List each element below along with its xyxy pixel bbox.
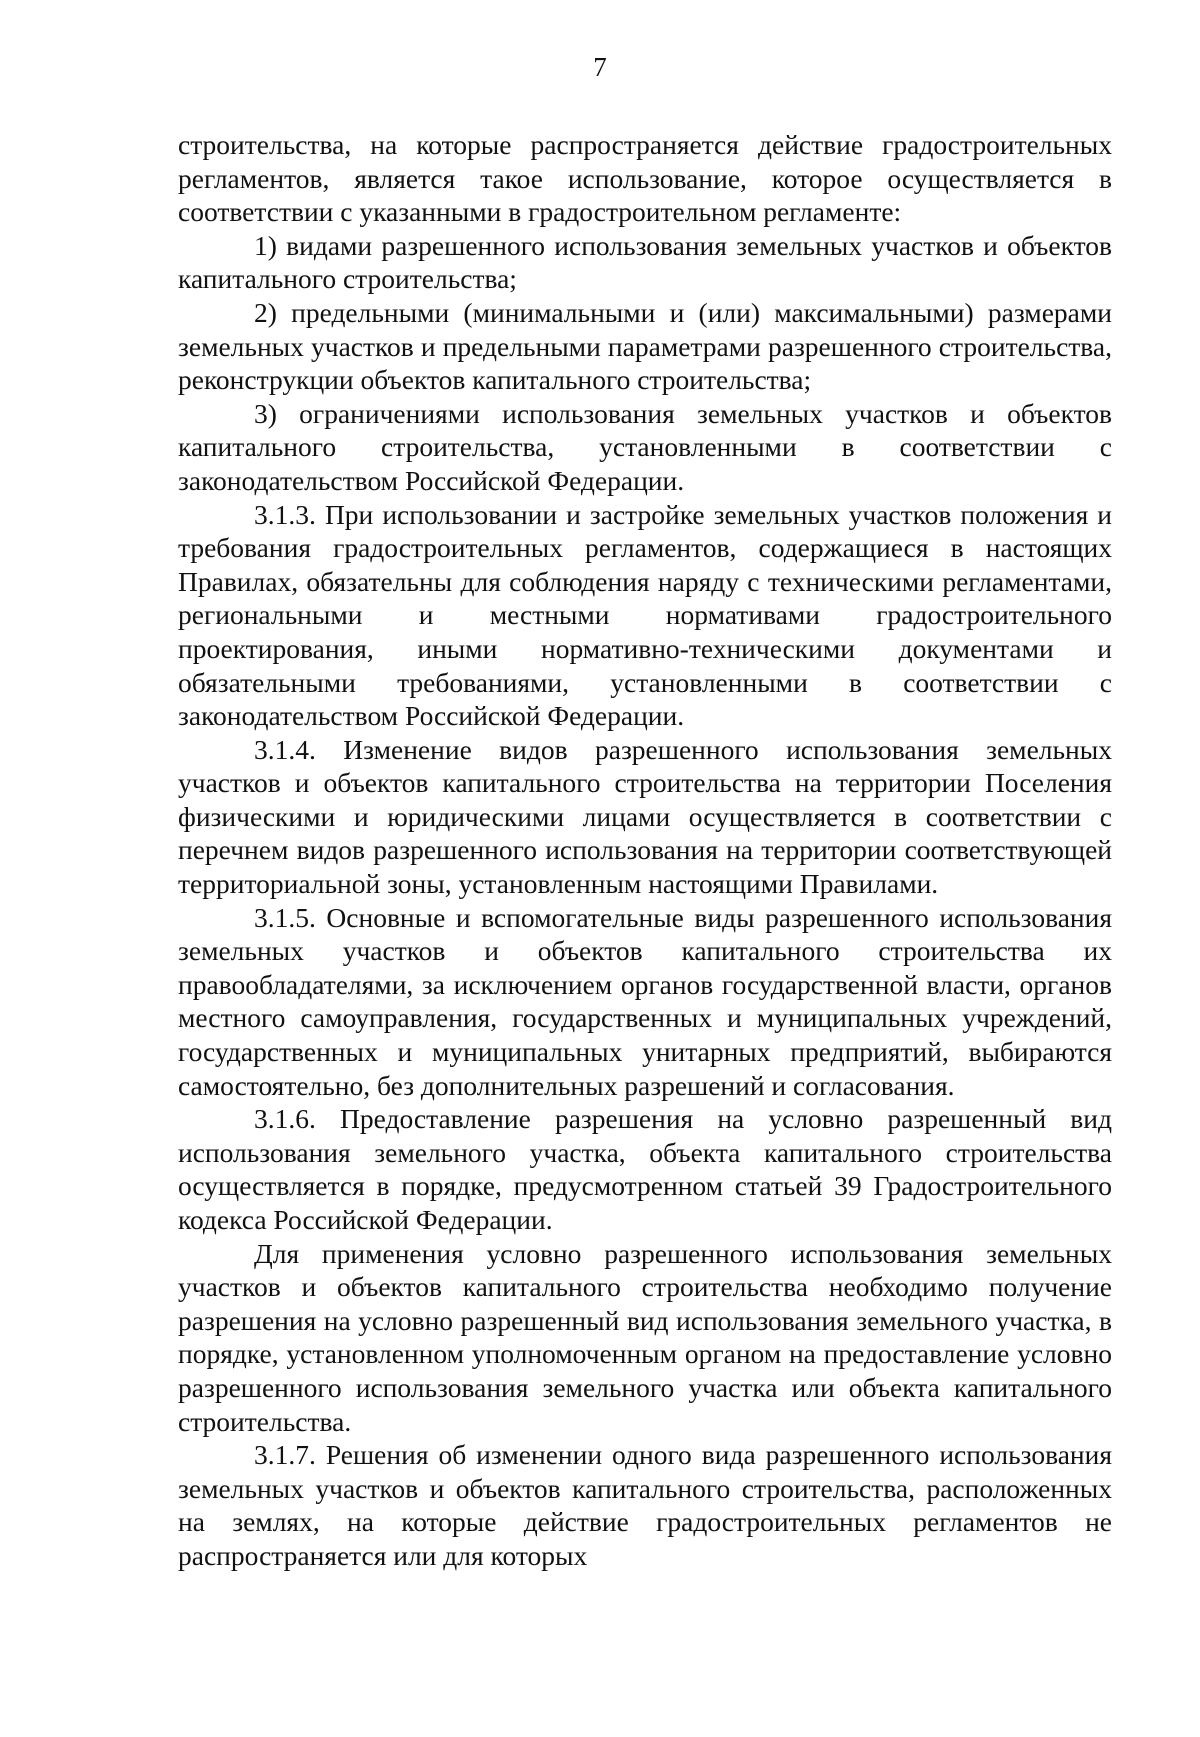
paragraph-conditional-use: Для применения условно разрешенного использования земельных участков и объектов капитального строительства необходимо получение разрешения на условно разрешенный вид использования земельного участка, в порядке, установленном уполномоченным органом на предоставление условно разрешенного использования земельного участка или объекта капитального строительства. bbox=[178, 1237, 1112, 1437]
clause-3-1-3: 3.1.3. При использовании и застройке земельных участков положения и требования градостроительных регламентов, содержащиеся в настоящих Правилах, обязательны для соблюдения наряду с техническими регламентами, региональными и местными нормативами градостроительного проектирования, иными нормативно-техническими документами и обязательными требованиями, установленными в соответствии с законодательством Российской Федерации. bbox=[178, 498, 1112, 732]
list-item-3: 3) ограничениями использования земельных участков и объектов капитального строительства, установленными в соответствии с законодательством Российской Федерации. bbox=[178, 397, 1112, 496]
list-item-2: 2) предельными (минимальными и (или) максимальными) размерами земельных участков и предельными параметрами разрешенного строительства, реконструкции объектов капитального строительства; bbox=[178, 296, 1112, 396]
document-body bbox=[178, 128, 1112, 1573]
clause-3-1-7: 3.1.7. Решения об изменении одного вида разрешенного использования земельных участков и объектов капитального строительства, расположенных на землях, на которые действие градостроительных регламентов не распространяется или для которых bbox=[178, 1439, 1112, 1571]
clause-3-1-4: 3.1.4. Изменение видов разрешенного использования земельных участков и объектов капитального строительства на территории Поселения физическими и юридическими лицами осуществляется в соответствии с перечнем видов разрешенного использования на территории соответствующей территориальной зоны, установленным настоящими Правилами. bbox=[178, 733, 1112, 900]
page-number: 7 bbox=[593, 52, 607, 82]
paragraph-continuation: строительства, на которые распространяется действие градостроительных регламентов, является такое использование, которое осуществляется в соответствии с указанными в градостроительном регламенте: bbox=[178, 129, 1112, 228]
clause-3-1-5: 3.1.5. Основные и вспомогательные виды разрешенного использования земельных участков и объектов капитального строительства их правообладателями, за исключением органов государственной власти, органов местного самоуправления, государственных и муниципальных учреждений, государственных и муниципальных унитарных предприятий, выбираются самостоятельно, без дополнительных разрешений и согласования. bbox=[178, 901, 1112, 1101]
list-item-1: 1) видами разрешенного использования земельных участков и объектов капитального строительства; bbox=[178, 229, 1112, 295]
clause-3-1-6: 3.1.6. Предоставление разрешения на условно разрешенный вид использования земельного участка, объекта капитального строительства осуществляется в порядке, предусмотренном статьей 39 Градостроительного кодекса Российской Федерации. bbox=[178, 1103, 1112, 1235]
